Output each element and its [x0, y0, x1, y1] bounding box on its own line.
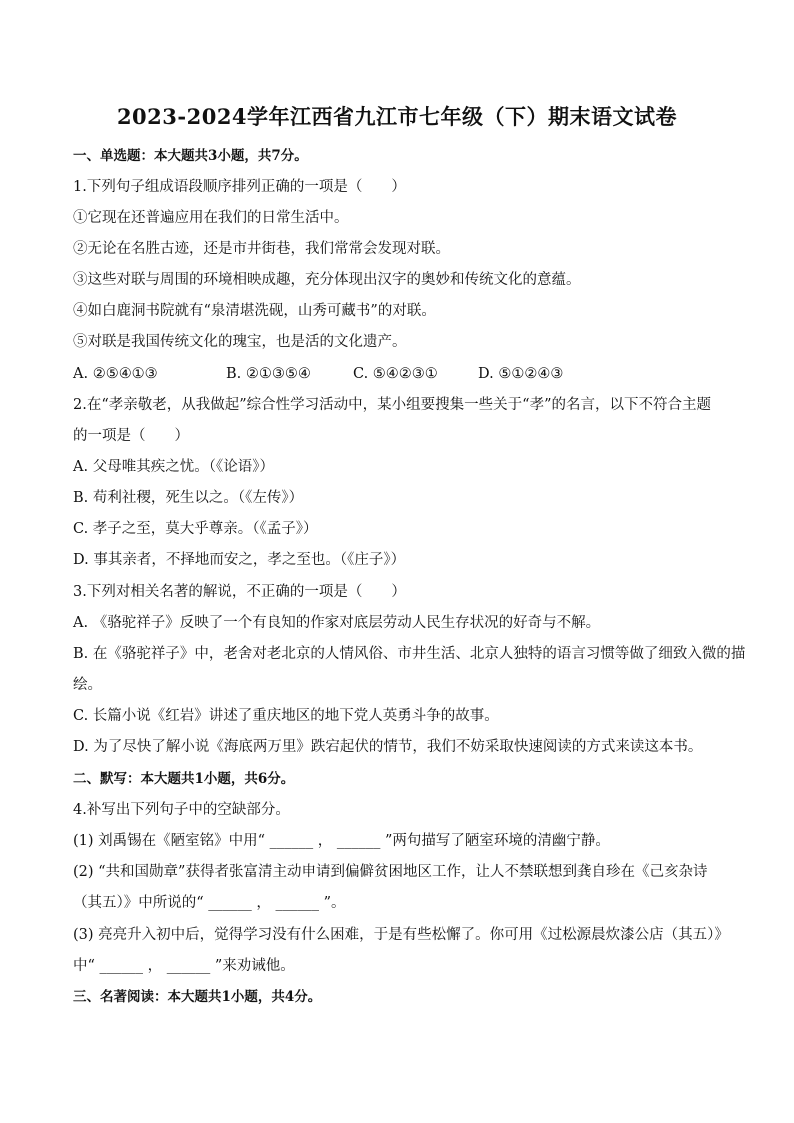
q3-option-c: C. 长篇小说《红岩》讲述了重庆地区的地下党人英勇斗争的故事。 [73, 708, 499, 724]
q1-option-b: B. ②①③⑤④ [226, 366, 311, 382]
q2-stem-line-2: 的一项是（ ） [73, 428, 189, 444]
q1-sentence-4: ④如白鹿洞书院就有“泉清堪洗砚，山秀可藏书”的对联。 [73, 303, 436, 319]
q3-option-b-line-2: 绘。 [73, 677, 102, 693]
q1-option-d: D. ⑤①②④③ [478, 366, 564, 382]
q4-part-2-line-1: (2) “共和国勋章”获得者张富清主动申请到偏僻贫困地区工作，让人不禁联想到龚自珍在《己亥杂诗 [73, 864, 708, 880]
q2-option-d: D. 事其亲者，不择地而安之，孝之至也。（《庄子》） [73, 552, 406, 568]
q1-sentence-1: ①它现在还普遍应用在我们的日常生活中。 [73, 210, 349, 226]
q2-option-b: B. 苟利社稷，死生以之。（《左传》） [73, 490, 304, 506]
q3-stem: 3.下列对相关名著的解说，不正确的一项是（ ） [73, 584, 406, 600]
q4-part-2-line-2: （其五）》中所说的“ ______ ， ______ ”。 [73, 895, 346, 911]
section-heading-3: 三、名著阅读：本大题共1小题，共4分。 [73, 989, 322, 1005]
q2-option-a: A. 父母唯其疾之忧。（《论语》） [73, 459, 274, 475]
exam-title: 2023-2024学年江西省九江市七年级（下）期末语文试卷 [116, 104, 678, 129]
q1-option-c: C. ⑤④②③① [353, 366, 438, 382]
q4-part-3-line-2: 中“ ______ ， ______ ”来劝诫他。 [73, 958, 295, 974]
q3-option-d: D. 为了尽快了解小说《海底两万里》跌宕起伏的情节，我们不妨采取快速阅读的方式来读这本书。 [73, 739, 703, 755]
q4-stem: 4.补写出下列句子中的空缺部分。 [73, 802, 290, 818]
q3-option-a: A. 《骆驼祥子》反映了一个有良知的作家对底层劳动人民生存状况的好奇与不解。 [73, 615, 601, 631]
q1-sentence-5: ⑤对联是我国传统文化的瑰宝，也是活的文化遗产。 [73, 334, 407, 350]
q3-option-b-line-1: B. 在《骆驼祥子》中，老舍对老北京的人情风俗、市井生活、北京人独特的语言习惯等做了细致入微的描 [73, 646, 746, 662]
q4-part-3-line-1: (3) 亮亮升入初中后，觉得学习没有什么困难，于是有些松懈了。你可用《过松源晨炊漆公店（其五）》 [73, 927, 729, 943]
q1-sentence-3: ③这些对联与周围的环境相映成趣，充分体现出汉字的奥妙和传统文化的意蕴。 [73, 272, 581, 288]
section-heading-1: 一、单选题：本大题共3小题，共7分。 [73, 148, 308, 164]
q2-option-c: C. 孝子之至，莫大乎尊亲。（《孟子》） [73, 521, 318, 537]
section-heading-2: 二、默写：本大题共1小题，共6分。 [73, 771, 295, 787]
q1-options [73, 364, 733, 384]
q2-stem-line-1: 2.在“孝亲敬老，从我做起”综合性学习活动中，某小组要搜集一些关于“孝”的名言，以下不符合主题 [73, 397, 711, 413]
q1-option-a: A. ②⑤④①③ [73, 366, 158, 382]
q1-sentence-2: ②无论在名胜古迹，还是市井街巷，我们常常会发现对联。 [73, 241, 450, 257]
q4-part-1: (1) 刘禹锡在《陋室铭》中用“ ______ ， ______ ”两句描写了陋室环境的清幽宁静。 [73, 833, 610, 849]
q1-stem: 1.下列句子组成语段顺序排列正确的一项是（ ） [73, 179, 406, 195]
